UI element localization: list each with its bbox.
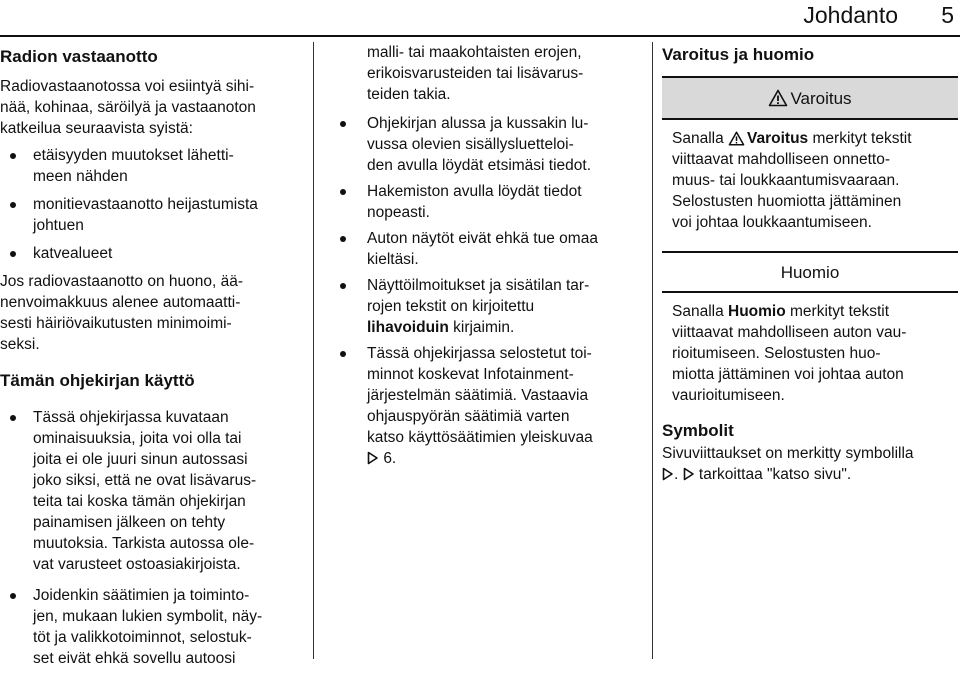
list-item bbox=[318, 181, 640, 223]
text-line: nenvoimakkuus alenee automaatti- bbox=[0, 294, 241, 311]
text-line: jen, mukaan lukien symbolit, näy- bbox=[33, 608, 263, 625]
text-line: Ohjekirjan alussa ja kussakin lu- bbox=[367, 115, 589, 132]
heading-radio-reception: Radion vastaanotto bbox=[0, 47, 158, 66]
column-divider-1 bbox=[313, 42, 314, 659]
caution-box-text bbox=[662, 301, 960, 406]
radio-intro bbox=[0, 76, 305, 139]
text-line bbox=[672, 301, 960, 322]
text-line: Radiovastaanotossa voi esiintyä sihi- bbox=[0, 78, 255, 95]
text-line: minnot koskevat Infotainment- bbox=[367, 366, 574, 383]
text-line: malli- tai maakohtaisten erojen, bbox=[367, 44, 582, 61]
text-line: katso käyttösäätimien yleiskuvaa bbox=[367, 429, 593, 446]
text-line: Tässä ohjekirjassa kuvataan bbox=[33, 409, 229, 426]
text-line: Hakemiston avulla löydät tiedot bbox=[367, 183, 582, 200]
heading-warnings: Varoitus ja huomio bbox=[662, 45, 815, 64]
text-line: Auton näytöt eivät ehkä tue omaa bbox=[367, 230, 598, 247]
text-line: johtuen bbox=[33, 217, 84, 234]
bold-term: Huomio bbox=[728, 303, 786, 320]
text-line: den avulla löydät etsimäsi tiedot. bbox=[367, 157, 592, 174]
warning-box-title: Varoitus bbox=[790, 88, 852, 108]
text-line: nää, kohinaa, säröilyä ja vastaanoton bbox=[0, 99, 256, 116]
text-line: set eivät ehkä sovellu autoosi bbox=[33, 650, 236, 667]
column-divider-2 bbox=[652, 42, 653, 659]
text-line: Joidenkin säätimien ja toiminto- bbox=[33, 587, 250, 604]
text-fragment: merkityt tekstit bbox=[808, 130, 912, 147]
text-line: etäisyyden muutokset lähetti- bbox=[33, 147, 234, 164]
text-line: joko siksi, että ne ovat lisävarus- bbox=[33, 472, 257, 489]
text-line: katkeilua seuraavista syistä: bbox=[0, 120, 193, 137]
text-line bbox=[672, 128, 960, 149]
text-line: viittaavat mahdolliseen auton vau- bbox=[672, 324, 907, 341]
caution-box-header bbox=[662, 251, 958, 293]
text-line bbox=[367, 317, 640, 338]
warning-triangle-icon bbox=[728, 131, 745, 146]
list-item bbox=[0, 585, 305, 669]
page-reference-arrow-icon bbox=[683, 467, 695, 481]
text-fragment: merkityt tekstit bbox=[785, 303, 890, 320]
text-fragment: tarkoittaa "katso sivu". bbox=[694, 466, 852, 483]
warning-triangle-icon bbox=[768, 89, 788, 107]
column-3 bbox=[662, 42, 960, 485]
text-line: töt ja valikkotoiminnot, selostuk- bbox=[33, 629, 252, 646]
text-line: sesti häiriövaikutusten minimoimi- bbox=[0, 315, 232, 332]
text-line bbox=[662, 464, 960, 485]
list-item bbox=[0, 194, 305, 236]
list-item bbox=[318, 343, 640, 469]
text-line: Tässä ohjekirjassa selostetut toi- bbox=[367, 345, 592, 362]
text-line: rojen tekstit on kirjoitettu bbox=[367, 298, 535, 315]
text-line: muutoksia. Tarkista autossa ole- bbox=[33, 535, 255, 552]
list-item bbox=[0, 407, 305, 575]
text-line: vaurioitumiseen. bbox=[672, 387, 785, 404]
heading-manual-usage: Tämän ohjekirjan käyttö bbox=[0, 371, 195, 390]
list-item bbox=[0, 243, 305, 264]
text-line: monitievastaanotto heijastumista bbox=[33, 196, 258, 213]
chapter-title: Johdanto bbox=[803, 2, 898, 28]
text-line: ominaisuuksia, joita voi olla tai bbox=[33, 430, 242, 447]
page-reference: 6. bbox=[383, 450, 397, 467]
text-line: nopeasti. bbox=[367, 204, 430, 221]
text-line: rioitumiseen. Selostusten huo- bbox=[672, 345, 881, 362]
symbols-text bbox=[662, 443, 960, 485]
text-line: kieltäsi. bbox=[367, 251, 419, 268]
text-line bbox=[367, 448, 640, 469]
list-item bbox=[318, 275, 640, 338]
bold-term: Varoitus bbox=[747, 130, 809, 147]
continued-text bbox=[318, 42, 640, 105]
text-line: teita tai koska tämän ohjekirjan bbox=[33, 493, 246, 510]
bold-term: lihavoiduin bbox=[367, 319, 449, 336]
text-line: joita ei ole juuri sinun autossasi bbox=[33, 451, 248, 468]
text-line: järjestelmän säätimiä. Vastaavia bbox=[367, 387, 589, 404]
page-reference-arrow-icon bbox=[367, 451, 379, 465]
column-1 bbox=[0, 42, 305, 679]
warning-box-text bbox=[662, 128, 960, 233]
heading-symbols: Symbolit bbox=[662, 421, 734, 440]
column-2 bbox=[318, 42, 640, 474]
text-line: Selostusten huomiotta jättäminen bbox=[672, 193, 902, 210]
text-line: muus- tai loukkaantumisvaaraan. bbox=[672, 172, 900, 189]
list-item bbox=[318, 113, 640, 176]
text-line: vussa olevien sisällysluetteloi- bbox=[367, 136, 574, 153]
text-fragment: Sanalla bbox=[672, 130, 729, 147]
text-line: Sivuviittaukset on merkitty symbolilla bbox=[662, 445, 914, 462]
text-line: Näyttöilmoitukset ja sisätilan tar- bbox=[367, 277, 590, 294]
text-line: Jos radiovastaanotto on huono, ää- bbox=[0, 273, 244, 290]
warning-box-header bbox=[662, 76, 958, 120]
manual-usage-list bbox=[0, 407, 305, 669]
text-line: katvealueet bbox=[33, 245, 113, 262]
text-fragment: . bbox=[674, 466, 679, 483]
manual-tips-list bbox=[318, 113, 640, 469]
page-reference-arrow-icon bbox=[662, 467, 674, 481]
text-fragment: kirjaimin. bbox=[448, 319, 515, 336]
text-line: teiden takia. bbox=[367, 86, 451, 103]
text-fragment: Sanalla bbox=[672, 303, 729, 320]
text-line: painamisen jälkeen on tehty bbox=[33, 514, 226, 531]
list-item bbox=[318, 228, 640, 270]
text-line: vat varusteet ostoasiakirjoista. bbox=[33, 556, 241, 573]
text-line: miotta jättäminen voi johtaa auton bbox=[672, 366, 904, 383]
page-number: 5 bbox=[941, 2, 954, 28]
list-item bbox=[0, 145, 305, 187]
header-rule bbox=[0, 35, 960, 37]
volume-paragraph bbox=[0, 271, 305, 355]
text-line: seksi. bbox=[0, 336, 40, 353]
caution-box-title: Huomio bbox=[780, 262, 840, 282]
text-line: voi johtaa loukkaantumiseen. bbox=[672, 214, 872, 231]
text-line: ohjauspyörän säätimiä varten bbox=[367, 408, 570, 425]
text-line: erikoisvarusteiden tai lisävarus- bbox=[367, 65, 584, 82]
reception-causes-list bbox=[0, 145, 305, 264]
text-line: meen nähden bbox=[33, 168, 128, 185]
text-line: viittaavat mahdolliseen onnetto- bbox=[672, 151, 890, 168]
